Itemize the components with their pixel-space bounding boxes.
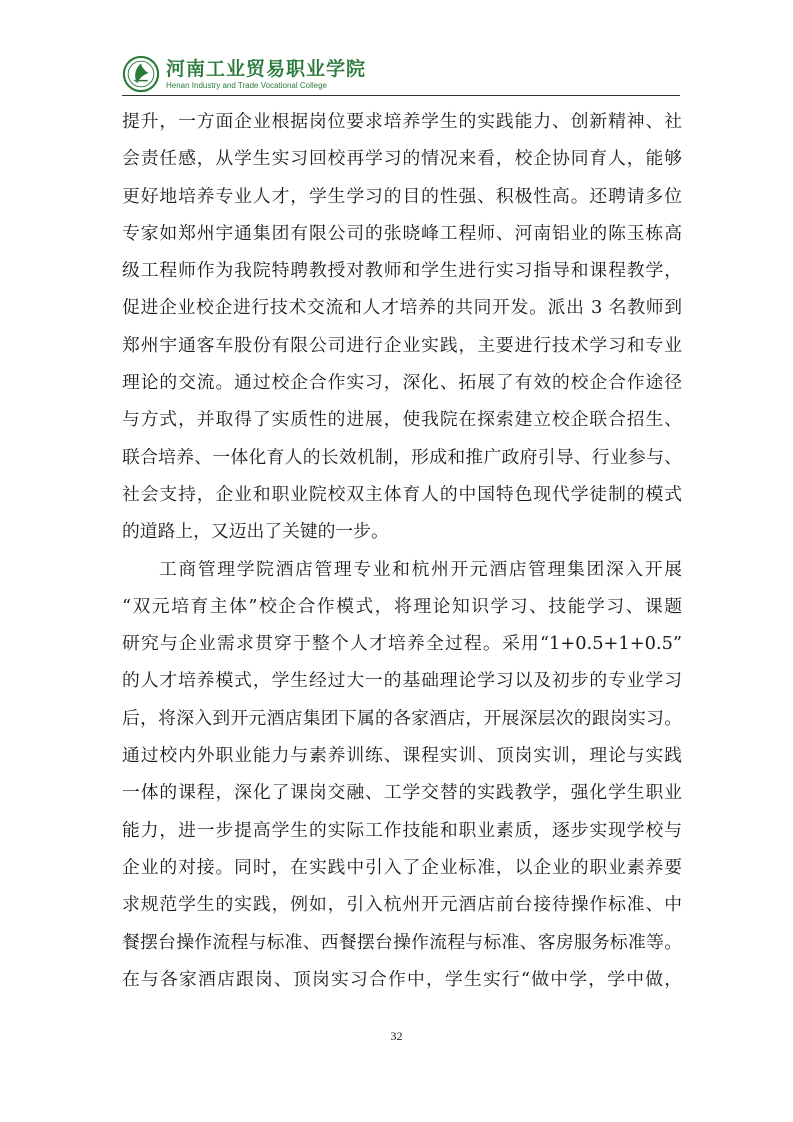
text-line: 研究与企业需求贯穿于整个人才培养全过程。采用“1+0.5+1+0.5” [122, 633, 682, 655]
page-number: 32 [390, 1029, 403, 1043]
text-line: 企业的对接。同时，在实践中引入了企业标准，以企业的职业素养要 [122, 856, 682, 878]
body-text [122, 103, 682, 998]
text-line: 的人才培养模式，学生经过大一的基础理论学习以及初步的专业学习 [122, 670, 682, 692]
text-line: 会责任感，从学生实习回校再学习的情况来看，校企协同育人，能够 [122, 148, 682, 170]
text-line: 提升，一方面企业根据岗位要求培养学生的实践能力、创新精神、社 [122, 111, 682, 132]
college-name-block [166, 58, 366, 91]
text-line: 一体的课程，深化了课岗交融、工学交替的实践教学，强化学生职业 [122, 782, 682, 804]
text-line: 促进企业校企进行技术交流和人才培养的共同开发。派出 3 名教师到 [122, 297, 682, 319]
text-line: 通过校内外职业能力与素养训练、课程实训、顶岗实训，理论与实践 [122, 745, 682, 767]
document-header [122, 52, 366, 96]
text-line: 更好地培养专业人才，学生学习的目的性强、积极性高。还聘请多位 [122, 185, 682, 207]
college-name-cn: 河南工业贸易职业学院 [166, 57, 367, 80]
text-line: 级工程师作为我院特聘教授对教师和学生进行实习指导和课程教学， [122, 260, 682, 282]
text-line: 郑州宇通客车股份有限公司进行企业实践，主要进行技术学习和专业 [122, 334, 682, 356]
text-line: 后，将深入到开元酒店集团下属的各家酒店，开展深层次的跟岗实习。 [122, 707, 682, 729]
text-line: “双元培育主体”校企合作模式，将理论知识学习、技能学习、课题 [122, 595, 682, 617]
text-line: 在与各家酒店跟岗、顶岗实习合作中，学生实行“做中学，学中做， [122, 968, 682, 990]
text-line: 专家如郑州宇通集团有限公司的张晓峰工程师、河南铝业的陈玉栋高 [122, 222, 682, 244]
college-name-en: Henan Industry and Trade Vocational College [166, 80, 327, 90]
text-line: 社会支持，企业和职业院校双主体育人的中国特色现代学徒制的模式 [122, 483, 682, 505]
text-line: 工商管理学院酒店管理专业和杭州开元酒店管理集团深入开展 [159, 558, 682, 580]
text-line: 能力，进一步提高学生的实际工作技能和职业素质，逐步实现学校与 [122, 819, 682, 841]
text-line: 联合培养、一体化育人的长效机制，形成和推广政府引导、行业参与、 [122, 446, 682, 468]
text-line: 理论的交流。通过校企合作实习，深化、拓展了有效的校企合作途径 [122, 372, 682, 394]
header-divider [122, 95, 680, 96]
text-line: 的道路上，又迈出了关键的一步。 [122, 521, 389, 543]
text-line: 餐摆台操作流程与标准、西餐摆台操作流程与标准、客房服务标准等。 [122, 931, 682, 953]
college-logo-icon [122, 55, 160, 93]
text-line: 与方式，并取得了实质性的进展，使我院在探索建立校企联合招生、 [122, 409, 682, 431]
text-line: 求规范学生的实践，例如，引入杭州开元酒店前台接待操作标准、中 [122, 894, 682, 916]
